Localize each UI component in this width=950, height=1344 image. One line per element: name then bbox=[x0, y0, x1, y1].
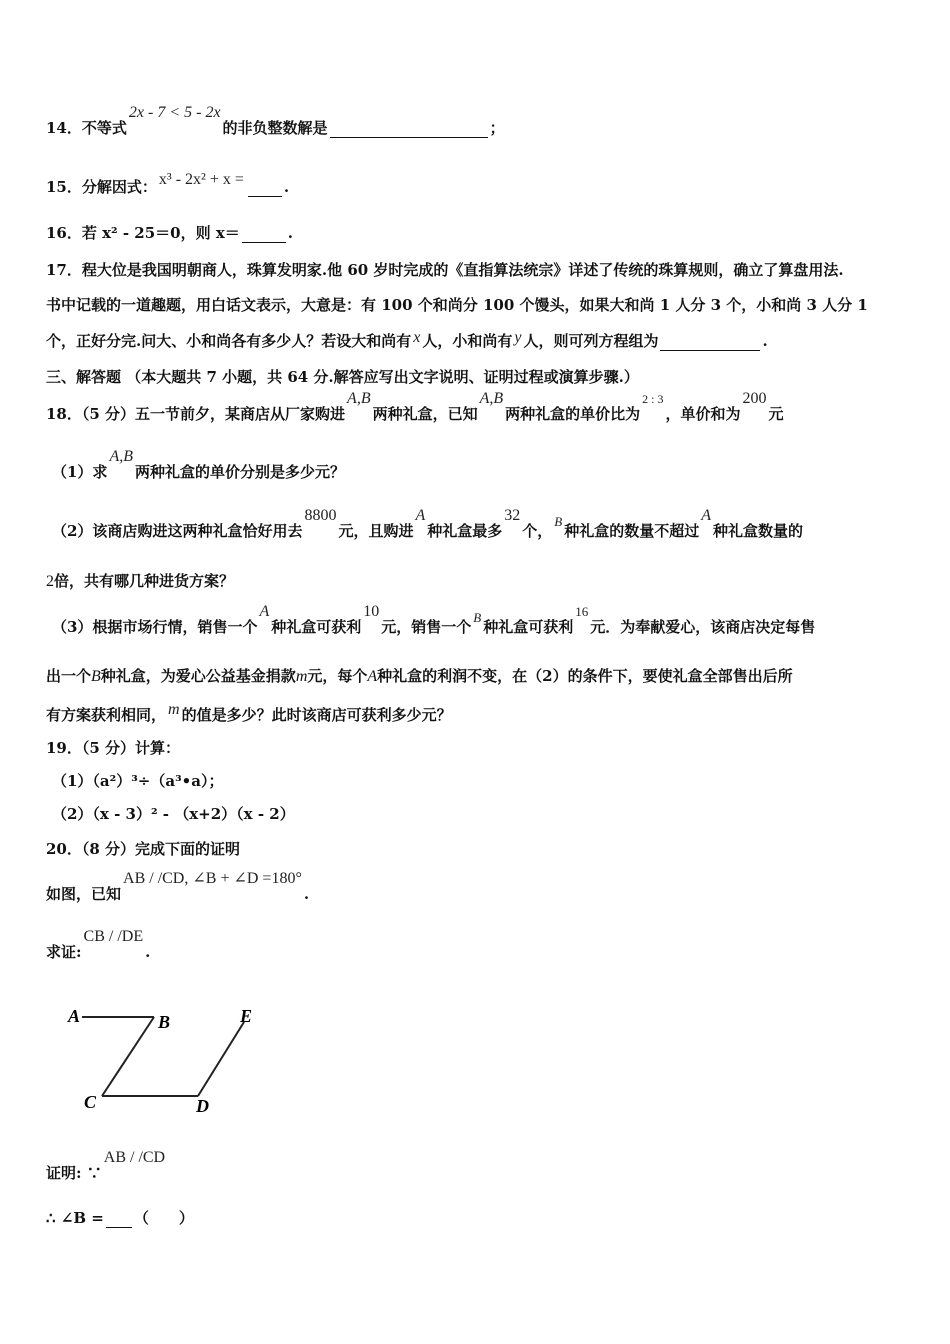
q18-p2-max: 32 bbox=[504, 507, 521, 524]
q17-text-b: 人，小和尚有 bbox=[422, 332, 513, 350]
q18-text-d: ，单价和为 bbox=[665, 405, 741, 423]
question-15 bbox=[46, 171, 290, 197]
q17-line-1: 17．程大位是我国明朝商人，珠算发明家.他 60 岁时完成的《直指算法统宗》详述了传统的珠算规则，确立了算盘用法. bbox=[46, 261, 844, 279]
q20-proof-math: AB / /CD bbox=[103, 1149, 166, 1166]
q20-given-math: AB / /CD, ∠B + ∠D =180° bbox=[123, 870, 302, 887]
q18-p3-text-k: 的值是多少？此时该商店可获利多少元？ bbox=[181, 706, 452, 724]
q18-p3-profit-b: 16 bbox=[575, 604, 589, 619]
q20-given: 如图，已知AB / /CD, ∠B + ∠D =180°. bbox=[46, 870, 310, 903]
q18-p3-text-g: 种礼盒，为爱心公益基金捐款 bbox=[100, 667, 296, 685]
q18-part-1 bbox=[52, 448, 345, 482]
q15-expression: x³ - 2x² + x = bbox=[158, 171, 244, 188]
q20-proof-line-2 bbox=[46, 1207, 194, 1228]
q18-math-ab-2: A,B bbox=[479, 390, 504, 407]
q14-number: 14． bbox=[46, 119, 82, 137]
q18-p3-var-a-2: A bbox=[367, 668, 378, 685]
q18-p3-text-h: 元，每个 bbox=[307, 667, 368, 685]
label-b: B bbox=[158, 1012, 171, 1032]
q14-text: 不等式 bbox=[81, 119, 127, 137]
q18-p3-text-j: 有方案获利相同， bbox=[46, 706, 167, 724]
q20-therefore: ∴ ∠B = bbox=[46, 1209, 104, 1227]
q17-answer-blank[interactable] bbox=[660, 336, 760, 351]
q18-p2-var-b: B bbox=[554, 514, 563, 529]
q18-p2-var-a-2: A bbox=[701, 507, 712, 524]
q15-answer-blank[interactable] bbox=[248, 182, 282, 197]
q18-p3-text-f: 出一个 bbox=[46, 667, 92, 685]
q14-text-2: 的非负整数解是 bbox=[222, 119, 328, 137]
q17-text-c: 人，则可列方程组为 bbox=[523, 332, 659, 350]
q18-p3-text-e: 元．为奉献爱心，该商店决定每售 bbox=[590, 618, 816, 636]
q16-number: 16． bbox=[46, 224, 82, 242]
q18-part-3 bbox=[52, 603, 816, 637]
q20-title: 20．（8 分）完成下面的证明 bbox=[46, 840, 241, 858]
q18-p3-text-d: 种礼盒可获利 bbox=[483, 618, 574, 636]
q18-p2-text-b: 元，且购进 bbox=[338, 522, 414, 540]
q19-part-2: （2）（x - 3）² - （x+2）（x - 2） bbox=[52, 805, 295, 823]
label-c: C bbox=[84, 1092, 97, 1112]
q18-p3-var-m-2: m bbox=[168, 701, 180, 718]
q18-p3-text-b: 种礼盒可获利 bbox=[271, 618, 362, 636]
q20-proof-line-1 bbox=[46, 1149, 167, 1183]
q18-text-c: 两种礼盒的单价比为 bbox=[505, 405, 641, 423]
q18-stem bbox=[46, 390, 784, 424]
q18-p2-text-g: 倍，共有哪几种进货方案？ bbox=[54, 572, 235, 590]
q17-line-2: 书中记载的一道趣题，用白话文表示，大意是：有 100 个和尚分 100 个馒头，如果大和尚 1 人分 3 个，小和尚 3 人分 1 bbox=[46, 296, 868, 314]
q18-part-3-line-2 bbox=[46, 665, 793, 686]
q17-line-3 bbox=[46, 330, 768, 351]
q18-p3-text-c: 元，销售一个 bbox=[381, 618, 472, 636]
q18-p1-text-b: 两种礼盒的单价分别是多少元？ bbox=[134, 463, 345, 481]
q18-text-b: 两种礼盒，已知 bbox=[372, 405, 478, 423]
q17-var-x: x bbox=[413, 329, 421, 346]
q18-text-a: 18．（5 分）五一节前夕，某商店从厂家购进 bbox=[46, 405, 346, 423]
q18-p2-text-f: 种礼盒数量的 bbox=[713, 522, 804, 540]
label-a: A bbox=[68, 1006, 81, 1026]
segment-de bbox=[198, 1022, 244, 1096]
q20-reason-paren[interactable]: （ ） bbox=[133, 1209, 194, 1227]
q18-ratio: 2 : 3 bbox=[642, 392, 664, 406]
q18-p3-var-b: B bbox=[473, 610, 482, 625]
q18-p1-math: A,B bbox=[109, 448, 133, 465]
q18-text-e: 元 bbox=[768, 405, 784, 423]
q18-part-2 bbox=[52, 507, 804, 541]
q18-p3-var-b-2: B bbox=[91, 668, 101, 685]
label-e: E bbox=[240, 1006, 253, 1026]
q16-end: . bbox=[287, 224, 293, 242]
q18-p2-total: 8800 bbox=[304, 507, 337, 524]
q18-part-2-cont bbox=[46, 570, 234, 591]
q20-prove-label: 求证: bbox=[46, 943, 82, 961]
q14-inequality: 2x - 7 < 5 - 2x bbox=[128, 104, 221, 121]
geometry-figure bbox=[58, 998, 278, 1128]
q20-given-label: 如图，已知 bbox=[46, 885, 122, 903]
q15-end: . bbox=[283, 178, 290, 196]
q18-p3-var-m: m bbox=[295, 668, 308, 685]
q18-p2-multiplier: 2 bbox=[46, 573, 54, 590]
q18-p2-text-a: （2）该商店购进这两种礼盒恰好用去 bbox=[52, 522, 303, 540]
q18-math-ab-1: A,B bbox=[347, 390, 371, 407]
q15-number: 15． bbox=[46, 178, 82, 196]
q19-title: 19．（5 分）计算： bbox=[46, 739, 181, 757]
q18-p2-text-e: 种礼盒的数量不超过 bbox=[564, 522, 700, 540]
q16-answer-blank[interactable] bbox=[242, 228, 286, 243]
q20-angle-blank[interactable] bbox=[106, 1213, 132, 1228]
q17-end: . bbox=[762, 332, 768, 350]
q18-p1-text-a: （1）求 bbox=[52, 463, 108, 481]
q17-text-a: 个，正好分完.问大、小和尚各有多少人？若设大和尚有 bbox=[46, 332, 412, 350]
q14-end: ； bbox=[489, 119, 505, 137]
q16-text: 若 x² - 25＝0，则 x＝ bbox=[81, 224, 240, 242]
q19-part-1: （1）（a²）³÷（a³•a）； bbox=[52, 772, 224, 790]
q20-prove: 求证:CB / /DE. bbox=[46, 928, 151, 961]
q18-sum: 200 bbox=[742, 390, 767, 407]
q18-p2-text-c: 种礼盒最多 bbox=[427, 522, 503, 540]
q18-p3-var-a: A bbox=[259, 603, 270, 620]
q18-p3-text-a: （3）根据市场行情，销售一个 bbox=[52, 618, 258, 636]
q17-var-y: y bbox=[514, 329, 522, 346]
q18-part-3-line-3 bbox=[46, 701, 452, 725]
q20-proof-label: 证明: ∵ bbox=[46, 1164, 102, 1182]
q14-answer-blank[interactable] bbox=[330, 123, 488, 138]
q20-prove-math: CB / /DE bbox=[83, 928, 144, 945]
q18-p3-profit-a: 10 bbox=[363, 603, 380, 620]
question-16 bbox=[46, 222, 293, 243]
segment-bc bbox=[102, 1017, 154, 1096]
q18-p2-text-d: 个， bbox=[522, 522, 553, 540]
question-14 bbox=[46, 104, 505, 138]
section-3-heading: 三、解答题 （本大题共 7 小题，共 64 分.解答应写出文字说明、证明过程或演算步骤.） bbox=[46, 368, 639, 386]
q18-p3-text-i: 种礼盒的利润不变，在（2）的条件下，要使礼盒全部售出后所 bbox=[377, 667, 793, 685]
label-d: D bbox=[196, 1096, 209, 1116]
q18-p2-var-a: A bbox=[415, 507, 426, 524]
q15-text: 分解因式： bbox=[81, 178, 157, 196]
